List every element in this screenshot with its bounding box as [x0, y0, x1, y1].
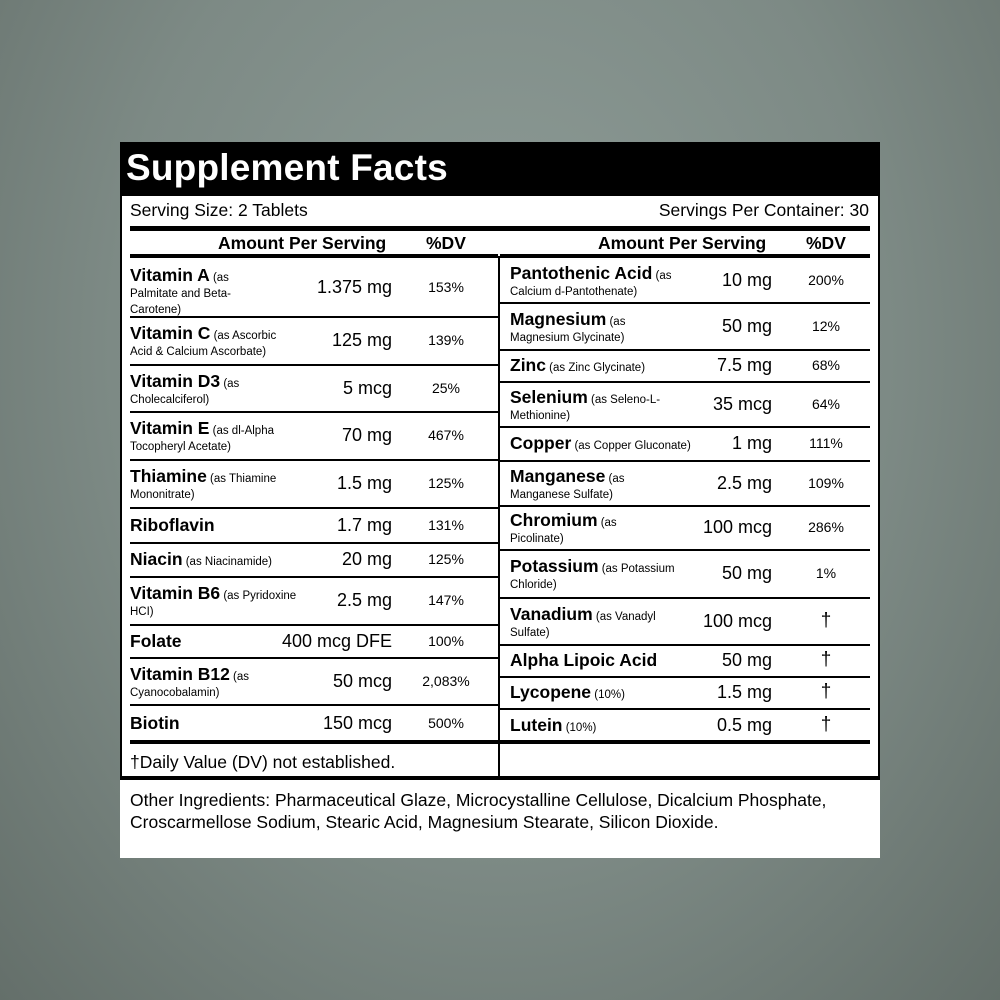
nutrient-daily-value: 125%	[428, 475, 464, 491]
row-divider	[500, 549, 870, 551]
nutrient-name: Magnesium	[510, 308, 607, 329]
nutrient-amount: 1.5 mg	[336, 473, 392, 493]
nutrient-name-block	[510, 308, 720, 345]
nutrient-amount: 1 mg	[731, 433, 772, 453]
nutrient-name: Manganese	[510, 465, 606, 486]
nutrient-name: Vitamin E	[130, 418, 210, 438]
nutrient-amount: 2.5 mg	[716, 472, 772, 493]
nutrient-source-cont: Cholecalciferol)	[130, 393, 210, 406]
nutrient-name: Selenium	[510, 386, 588, 407]
nutrient-name-block	[510, 262, 720, 299]
nutrient-name: Vitamin B12	[130, 663, 230, 684]
nutrient-source: (as Thiamine	[206, 473, 277, 485]
nutrient-amount: 2.5 mg	[336, 590, 392, 610]
nutrient-name: Zinc	[510, 355, 546, 375]
nutrient-source: (as Zinc Glycinate)	[545, 362, 646, 374]
row-divider	[130, 576, 498, 578]
nutrient-name-block	[130, 264, 325, 317]
row-divider	[500, 381, 870, 383]
nutrient-name-block	[130, 663, 325, 700]
row-divider	[500, 302, 870, 304]
nutrient-daily-value: 286%	[808, 519, 844, 535]
nutrient-amount: 1.5 mg	[716, 682, 772, 702]
nutrient-name-block	[510, 652, 720, 670]
nutrient-amount: 20 mg	[341, 549, 392, 569]
nutrient-source: (10%)	[562, 721, 597, 734]
nutrient-name-block	[130, 370, 325, 407]
nutrient-daily-value: 147%	[428, 592, 464, 608]
nutrient-source-cont: Tocopheryl Acetate)	[130, 441, 232, 453]
nutrient-name: Chromium	[510, 510, 598, 530]
row-divider	[500, 460, 870, 462]
nutrient-name-block	[130, 712, 325, 733]
nutrient-amount: 35 mcg	[712, 393, 772, 414]
row-divider	[130, 507, 498, 509]
nutrient-amount: 5 mcg	[342, 377, 392, 398]
nutrient-source-cont: Mononitrate)	[130, 489, 195, 501]
row-divider	[130, 624, 498, 626]
nutrient-amount: 10 mg	[721, 269, 772, 290]
nutrient-daily-value: 131%	[428, 516, 464, 533]
nutrient-amount: 100 mcg	[702, 610, 772, 631]
nutrient-daily-value: 500%	[428, 714, 464, 731]
nutrient-daily-value: 200%	[808, 271, 844, 288]
nutrient-source: (as dl-Alpha	[209, 425, 274, 437]
row-divider	[500, 644, 870, 646]
row-divider	[500, 676, 870, 678]
nutrient-daily-value: †	[820, 649, 832, 670]
nutrient-source: (as Copper Gluconate)	[571, 440, 691, 452]
nutrient-source: (as	[605, 472, 625, 485]
nutrient-daily-value: 111%	[809, 435, 843, 451]
nutrient-daily-value: 12%	[811, 317, 841, 334]
right_rows-top-rule	[500, 254, 870, 258]
nutrient-daily-value: †	[820, 609, 832, 631]
row-divider	[500, 597, 870, 599]
row-divider	[130, 704, 498, 706]
nutrient-name-block	[510, 603, 720, 640]
nutrient-name: Vitamin B6	[130, 583, 221, 603]
nutrient-source-cont: Acid & Calcium Ascorbate)	[130, 346, 267, 358]
row-divider	[130, 459, 498, 461]
nutrient-name: Lutein	[510, 714, 563, 735]
nutrient-amount: 150 mcg	[322, 712, 392, 733]
nutrient-daily-value: 153%	[428, 278, 464, 295]
nutrient-daily-value: †	[820, 713, 832, 735]
nutrient-name-block	[130, 325, 325, 359]
nutrient-daily-value: 100%	[428, 632, 464, 649]
nutrient-amount: 125 mg	[331, 330, 392, 350]
nutrient-daily-value: 109%	[808, 474, 844, 491]
nutrient-name: Vanadium	[510, 603, 593, 624]
nutrient-source-cont: Chloride)	[510, 579, 557, 591]
nutrient-amount: 50 mg	[721, 650, 772, 670]
nutrient-name-block	[510, 357, 720, 375]
nutrient-daily-value: 64%	[811, 395, 841, 412]
nutrient-name-block	[130, 585, 325, 619]
nutrient-name: Lycopene	[510, 682, 592, 702]
row-divider	[500, 426, 870, 428]
nutrient-amount: 1.7 mg	[336, 514, 392, 535]
right-header-amount: Amount Per Serving	[598, 233, 767, 253]
nutrient-source: (as	[606, 315, 626, 328]
nutrient-name-block	[510, 714, 720, 735]
nutrient-source-cont: Magnesium Glycinate)	[510, 331, 625, 344]
nutrient-source-cont: Methionine)	[510, 409, 571, 422]
nutrient-name-block	[510, 684, 720, 702]
row-divider	[500, 349, 870, 351]
nutrient-source-cont: Picolinate)	[510, 533, 564, 545]
servings-per-container: Servings Per Container: 30	[658, 200, 869, 220]
nutrient-source-cont: Palmitate and Beta-	[130, 287, 232, 300]
serving-size: Serving Size: 2 Tablets	[130, 200, 308, 220]
nutrient-source: (as	[652, 269, 672, 282]
nutrient-name-block	[510, 435, 720, 453]
left-header-dv: %DV	[426, 233, 466, 253]
label-title: Supplement Facts	[126, 147, 448, 188]
nutrient-source: (as	[229, 670, 250, 683]
nutrient-name: Vitamin C	[130, 323, 211, 343]
nutrient-amount: 50 mg	[721, 563, 772, 583]
column-divider	[498, 256, 500, 778]
row-divider	[130, 316, 498, 318]
nutrient-name: Alpha Lipoic Acid	[510, 650, 658, 670]
nutrient-source: (as Niacinamide)	[182, 556, 273, 568]
nutrient-amount: 0.5 mg	[716, 714, 772, 735]
nutrient-source: (as	[597, 517, 617, 529]
row-divider	[130, 542, 498, 544]
nutrient-daily-value: 68%	[811, 357, 841, 373]
row-divider	[500, 708, 870, 710]
nutrient-source: (as Pyridoxine	[220, 590, 297, 602]
nutrient-daily-value: 2,083%	[422, 672, 470, 689]
nutrient-name-block	[130, 468, 325, 502]
nutrient-name-block	[130, 420, 325, 454]
nutrient-source-cont: Manganese Sulfate)	[510, 488, 613, 501]
nutrient-daily-value: 467%	[428, 427, 464, 443]
nutrient-name: Biotin	[130, 712, 180, 733]
nutrient-name: Thiamine	[130, 466, 207, 486]
nutrient-name: Potassium	[510, 556, 599, 576]
left_rows-bottom-rule	[130, 740, 498, 744]
nutrient-source-cont: Sulfate)	[510, 626, 550, 639]
row-divider	[130, 364, 498, 366]
nutrient-name: Folate	[130, 630, 182, 651]
nutrient-source: (as Seleno-L-	[587, 393, 661, 406]
nutrient-amount: 70 mg	[341, 425, 392, 445]
nutrient-daily-value: 125%	[428, 551, 464, 567]
nutrient-amount: 50 mcg	[332, 670, 392, 691]
nutrient-source: (10%)	[591, 689, 625, 701]
other-ingredients: Other Ingredients: Pharmaceutical Glaze, Microcystalline Cellulose, Dicalcium Phosphate, Croscarmellose Sodium, Stearic Acid, Magnesium Stearate, Silicon Dioxide.	[130, 790, 827, 832]
nutrient-name: Vitamin A	[130, 264, 210, 285]
nutrient-amount: 1.375 mg	[316, 276, 392, 297]
nutrient-amount: 400 mcg DFE	[281, 630, 392, 651]
nutrient-name-block	[510, 512, 720, 546]
row-divider	[500, 505, 870, 507]
nutrient-name: Niacin	[130, 549, 183, 569]
nutrient-source-cont: Carotene)	[130, 303, 182, 316]
nutrient-name: Riboflavin	[130, 514, 215, 535]
right-header-dv: %DV	[806, 233, 846, 253]
nutrient-source-cont: HCI)	[130, 606, 154, 618]
nutrient-amount: 7.5 mg	[716, 355, 772, 375]
nutrient-amount: 100 mcg	[702, 517, 772, 537]
nutrient-name-block	[130, 514, 325, 535]
nutrient-daily-value: 139%	[428, 332, 464, 348]
nutrient-name: Copper	[510, 433, 572, 453]
nutrient-name: Vitamin D3	[130, 370, 221, 391]
nutrient-name-block	[510, 465, 720, 502]
nutrient-source-cont: Cyanocobalamin)	[130, 686, 220, 699]
nutrient-source: (as Vanadyl	[592, 610, 656, 623]
nutrient-name-block	[130, 551, 325, 569]
nutrient-source-cont: Calcium d-Pantothenate)	[510, 285, 638, 298]
nutrient-name: Pantothenic Acid	[510, 262, 653, 283]
nutrient-name-block	[510, 386, 720, 423]
title-bar	[120, 142, 880, 196]
nutrient-source: (as	[220, 377, 240, 390]
nutrient-daily-value: †	[820, 681, 832, 702]
nutrient-name-block	[510, 558, 720, 592]
row-divider	[130, 657, 498, 659]
nutrient-amount: 50 mg	[721, 315, 772, 336]
right_rows-bottom-rule	[500, 740, 870, 744]
nutrient-source: (as Ascorbic	[210, 330, 277, 342]
footnote: †Daily Value (DV) not established.	[130, 752, 396, 772]
nutrient-source: (as	[209, 271, 229, 284]
nutrient-daily-value: 25%	[431, 379, 461, 396]
left_rows-top-rule	[130, 254, 498, 258]
nutrient-daily-value: 1%	[815, 565, 837, 581]
serving-rule	[130, 226, 870, 231]
row-divider	[130, 411, 498, 413]
nutrient-source: (as Potassium	[598, 563, 675, 575]
left-header-amount: Amount Per Serving	[218, 233, 387, 253]
